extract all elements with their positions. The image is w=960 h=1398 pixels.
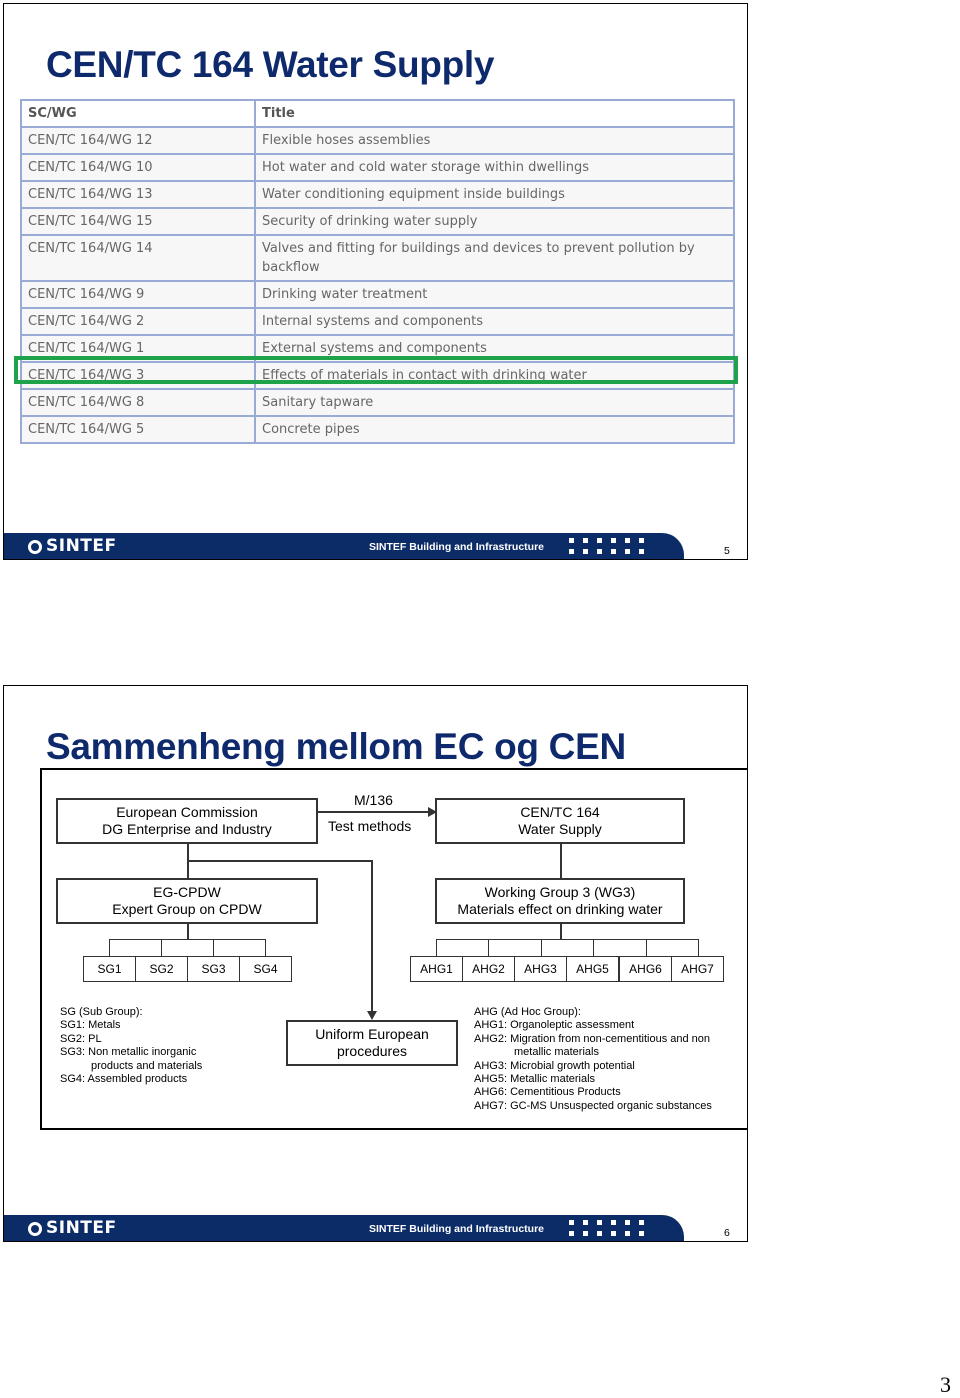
- footer-unit-name: SINTEF Building and Infrastructure: [369, 541, 545, 553]
- cell-scwg: CEN/TC 164/WG 2: [21, 308, 255, 335]
- cell-title: Valves and fitting for buildings and devices to prevent pollution by backflow: [255, 235, 734, 281]
- cell-scwg: CEN/TC 164/WG 8: [21, 389, 255, 416]
- ad-hoc-group-box: AHG6: [619, 956, 672, 982]
- cell-title: Drinking water treatment: [255, 281, 734, 308]
- ad-hoc-group-legend: [474, 1006, 712, 1113]
- table-row: [21, 416, 734, 443]
- connector-line: [213, 939, 214, 956]
- table-row: [21, 389, 734, 416]
- cell-scwg: CEN/TC 164/WG 3: [21, 362, 255, 389]
- working-group-table: [20, 99, 735, 444]
- column-header-title: Title: [255, 100, 734, 127]
- connector-line: [109, 939, 266, 940]
- ad-hoc-group-box: AHG2: [462, 956, 515, 982]
- connector-line: [187, 860, 372, 862]
- legend-line: SG1: Metals: [60, 1019, 121, 1032]
- legend-line: metallic materials: [514, 1046, 599, 1059]
- footer-unit-name: SINTEF Building and Infrastructure: [369, 1223, 545, 1235]
- legend-line: SG3: Non metallic inorganic: [60, 1046, 197, 1059]
- cell-scwg: CEN/TC 164/WG 5: [21, 416, 255, 443]
- table-row: [21, 181, 734, 208]
- ad-hoc-group-box: AHG5: [566, 956, 619, 982]
- ad-hoc-group-box: AHG7: [671, 956, 724, 982]
- connector-line: [187, 924, 189, 940]
- cell-title: External systems and components: [255, 335, 734, 362]
- table-row: [21, 127, 734, 154]
- cell-title: Concrete pipes: [255, 416, 734, 443]
- sintef-logo-icon: [28, 540, 42, 554]
- legend-line: SG4: Assembled products: [60, 1073, 188, 1086]
- sintef-logo: [28, 1218, 117, 1238]
- sintef-logo: [28, 536, 117, 556]
- slide-title: CEN/TC 164 Water Supply: [46, 44, 495, 85]
- column-header-scwg: SC/WG: [21, 100, 255, 127]
- cell-title: Effects of materials in contact with drinking water: [255, 362, 734, 389]
- connector-line: [488, 939, 489, 956]
- legend-line: AHG7: GC-MS Unsuspected organic substances: [474, 1099, 712, 1112]
- arrow-down-icon: [367, 1011, 377, 1020]
- slide-number: 6: [724, 1227, 730, 1239]
- box-line: European Commission: [116, 804, 258, 820]
- connector-line: [318, 811, 428, 813]
- connector-line: [698, 939, 699, 956]
- box-line: DG Enterprise and Industry: [102, 821, 272, 837]
- logo-text: SINTEF: [46, 536, 117, 556]
- legend-line: SG (Sub Group):: [60, 1006, 143, 1018]
- organization-diagram: [40, 768, 748, 1130]
- european-commission-box: [56, 798, 318, 844]
- legend-line: AHG (Ad Hoc Group):: [474, 1006, 581, 1018]
- working-group-3-box: [435, 878, 685, 924]
- box-line: Water Supply: [518, 821, 602, 837]
- connector-line: [593, 939, 594, 956]
- connector-line: [560, 844, 562, 878]
- cell-scwg: CEN/TC 164/WG 1: [21, 335, 255, 362]
- legend-line: AHG2: Migration from non-cementitious and non: [474, 1032, 711, 1045]
- box-line: EG-CPDW: [153, 884, 221, 900]
- connector-line: [265, 939, 266, 956]
- cell-scwg: CEN/TC 164/WG 14: [21, 235, 255, 281]
- connector-line: [541, 939, 542, 956]
- cell-title: Flexible hoses assemblies: [255, 127, 734, 154]
- mandate-label: Test methods: [328, 818, 412, 834]
- box-line: Materials effect on drinking water: [457, 901, 663, 917]
- cell-scwg: CEN/TC 164/WG 15: [21, 208, 255, 235]
- sub-group-box: SG2: [135, 956, 188, 982]
- slide-number: 5: [724, 545, 730, 557]
- cen-tc164-box: [435, 798, 685, 844]
- connector-line: [109, 939, 110, 956]
- cell-scwg: CEN/TC 164/WG 10: [21, 154, 255, 181]
- sub-group-box: SG3: [187, 956, 240, 982]
- connector-line: [560, 924, 562, 940]
- uniform-european-procedures-box: [286, 1020, 458, 1066]
- logo-text: SINTEF: [46, 1218, 117, 1238]
- box-line: Uniform European: [315, 1026, 429, 1042]
- cell-title: Sanitary tapware: [255, 389, 734, 416]
- slide-5: [3, 3, 748, 560]
- connector-line: [161, 939, 162, 956]
- table-header-row: [21, 100, 734, 127]
- sub-group-box: SG1: [83, 956, 136, 982]
- connector-line: [436, 939, 437, 956]
- legend-line: AHG1: Organoleptic assessment: [474, 1019, 635, 1032]
- sintef-logo-icon: [28, 1222, 42, 1236]
- cell-scwg: CEN/TC 164/WG 13: [21, 181, 255, 208]
- cell-scwg: CEN/TC 164/WG 12: [21, 127, 255, 154]
- cell-title: Water conditioning equipment inside buildings: [255, 181, 734, 208]
- highlight-box-wg3: [14, 356, 738, 384]
- connector-line: [436, 939, 699, 940]
- ad-hoc-group-box: AHG1: [410, 956, 463, 982]
- ad-hoc-group-box: AHG3: [514, 956, 567, 982]
- footer-bar: [4, 1215, 747, 1241]
- legend-line: AHG5: Metallic materials: [474, 1073, 596, 1086]
- legend-line: products and materials: [91, 1059, 203, 1072]
- cell-scwg: CEN/TC 164/WG 9: [21, 281, 255, 308]
- footer-dots-decoration: [569, 1220, 649, 1236]
- eg-cpdw-box: [56, 878, 318, 924]
- legend-line: SG2: PL: [60, 1032, 102, 1045]
- footer-dots-decoration: [569, 538, 649, 554]
- box-line: procedures: [336, 1043, 408, 1059]
- box-line: Expert Group on CPDW: [112, 901, 262, 917]
- sub-group-box: SG4: [239, 956, 292, 982]
- cell-title: Hot water and cold water storage within dwellings: [255, 154, 734, 181]
- legend-line: AHG6: Cementitious Products: [474, 1086, 621, 1099]
- cell-title: Internal systems and components: [255, 308, 734, 335]
- slide-6: [3, 685, 748, 1242]
- sub-group-legend: [60, 1006, 202, 1086]
- slide-title: Sammenheng mellom EC og CEN: [46, 726, 626, 767]
- connector-line: [371, 860, 373, 1012]
- table-row: [21, 235, 734, 281]
- table-row: [21, 308, 734, 335]
- cell-title: Security of drinking water supply: [255, 208, 734, 235]
- footer-bar: [4, 533, 747, 559]
- box-line: Working Group 3 (WG3): [484, 884, 636, 900]
- table-row: [21, 208, 734, 235]
- box-line: CEN/TC 164: [520, 804, 600, 820]
- table-row: [21, 154, 734, 181]
- document-page-number: 3: [940, 1372, 951, 1397]
- table-body: [21, 127, 734, 443]
- legend-line: AHG3: Microbial growth potential: [474, 1059, 635, 1072]
- table-row: [21, 281, 734, 308]
- mandate-code: M/136: [354, 792, 393, 808]
- connector-line: [646, 939, 647, 956]
